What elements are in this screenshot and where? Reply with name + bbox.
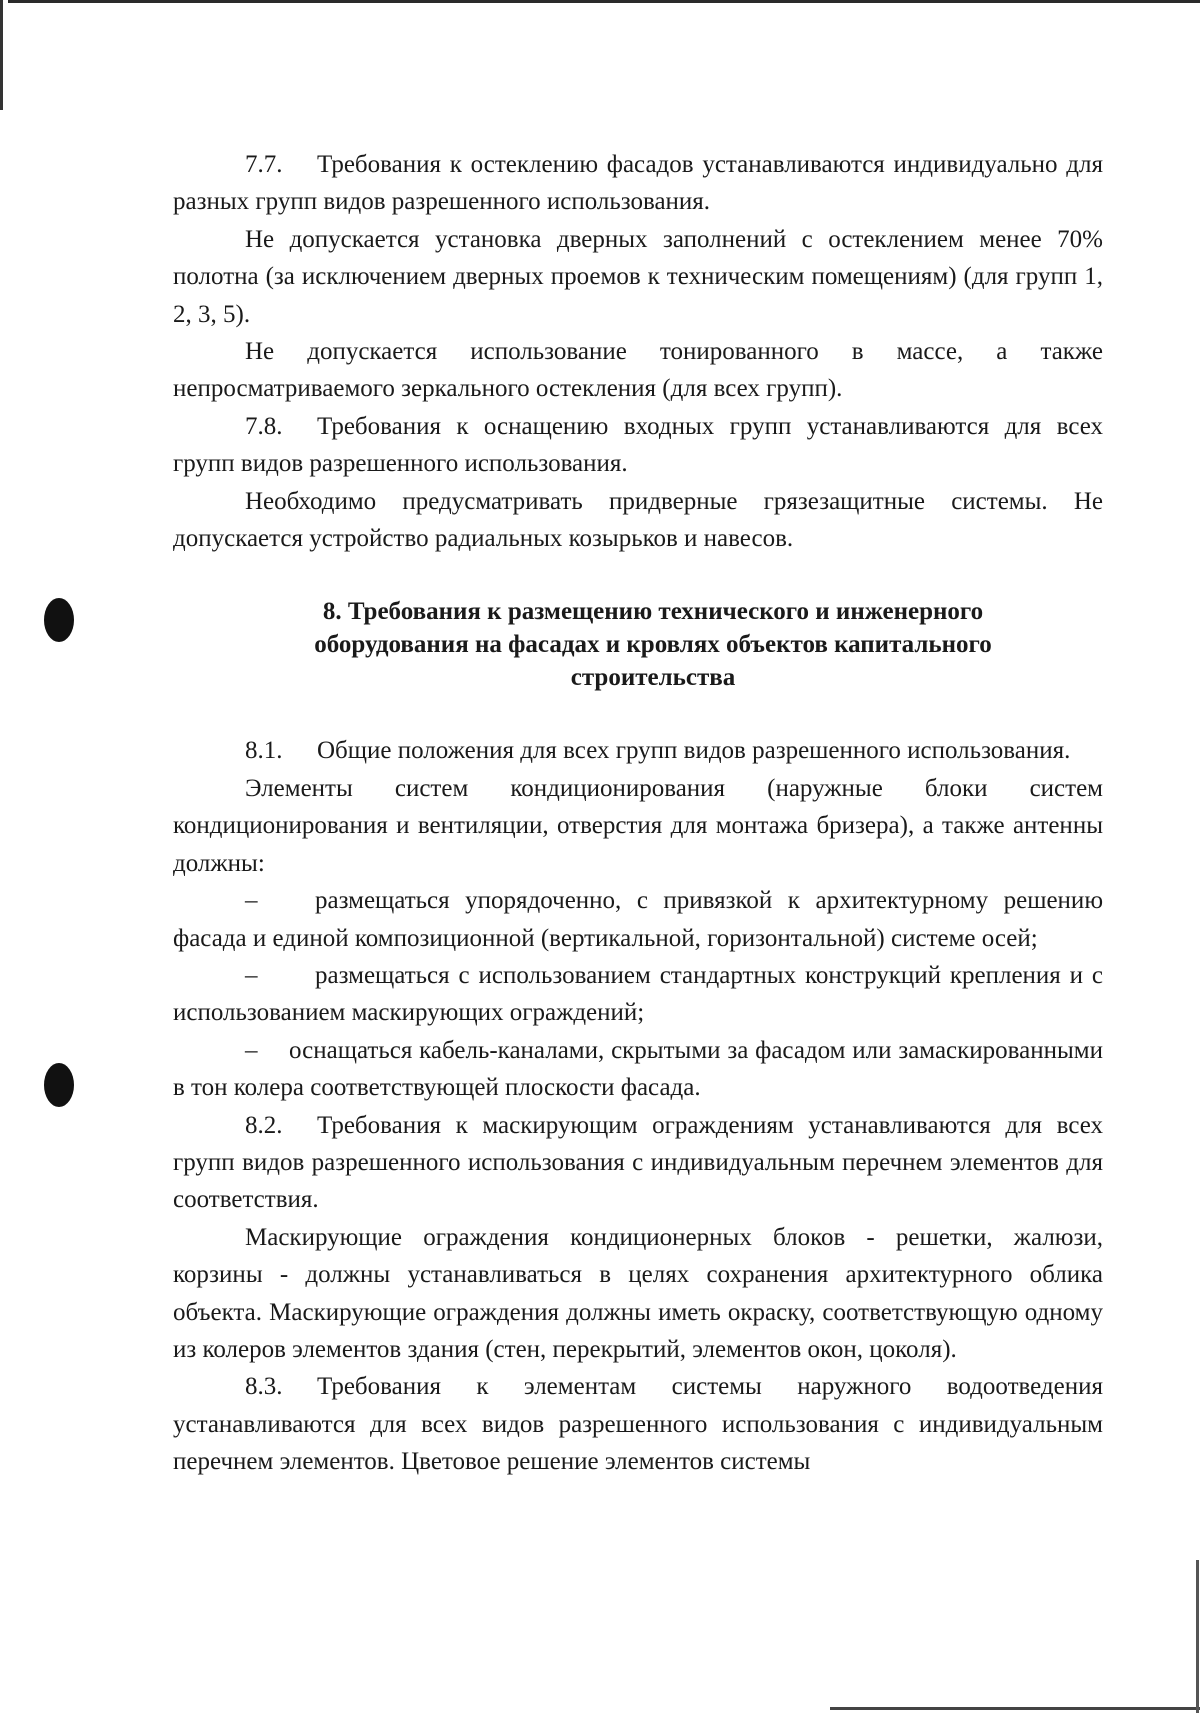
list-item-text: размещаться с использованием стандартных конструкций крепления и с использованием маскирующих ограждений; xyxy=(173,961,1103,1027)
list-item xyxy=(173,882,1103,957)
paragraph-number: 7.7. xyxy=(245,151,283,178)
paragraph-text: Маскирующие ограждения кондиционерных блоков - решетки, жалюзи, корзины - должны устанавливаться в целях сохранения архитектурного облика объекта. Маскирующие ограждения должны иметь окраску, соответствующую одному из колеров элементов здания (стен, перекрытий, элементов окон, цоколя). xyxy=(173,1223,1103,1363)
paragraph-8-3 xyxy=(173,1368,1103,1480)
list-item-text: размещаться упорядоченно, с привязкой к архитектурному решению фасада и единой композиционной (вертикальной, горизонтальной) системе осей; xyxy=(173,887,1103,952)
list-dash: – xyxy=(245,887,258,915)
paragraph xyxy=(173,333,1103,408)
paragraph xyxy=(173,770,1103,882)
paragraph-8-1 xyxy=(173,732,1103,769)
punch-hole xyxy=(44,1063,74,1107)
scan-edge-right xyxy=(1196,1560,1199,1713)
scan-edge-top xyxy=(8,0,1200,3)
paragraph xyxy=(173,1219,1103,1369)
paragraph-number: 8.1. xyxy=(245,737,283,765)
paragraph-number: 8.2. xyxy=(245,1111,283,1139)
scan-edge-left xyxy=(0,0,3,110)
list-item xyxy=(173,957,1103,1032)
list-dash: – xyxy=(245,961,258,989)
paragraph-number: 7.8. xyxy=(245,412,283,440)
paragraph-7-8 xyxy=(173,408,1103,483)
paragraph-7-7 xyxy=(173,146,1103,221)
paragraph-text: Не допускается установка дверных заполнений с остеклением менее 70% полотна (за исключением дверных проемов к техническим помещениям) (для групп 1, 2, 3, 5). xyxy=(173,225,1103,328)
paragraph-text: Общие положения для всех групп видов разрешенного использования. xyxy=(317,737,1071,765)
paragraph-text: Требования к маскирующим ограждениям устанавливаются для всех групп видов разрешенного использования с индивидуальным перечнем элементов для соответствия. xyxy=(173,1111,1103,1214)
document-body xyxy=(173,146,1103,1481)
list-item-text: оснащаться кабель-каналами, скрытыми за фасадом или замаскированными в тон колера соответствующей плоскости фасада. xyxy=(173,1036,1103,1102)
paragraph-text: Требования к оснащению входных групп устанавливаются для всех групп видов разрешенного использования. xyxy=(173,412,1103,478)
paragraph-text: Требования к элементам системы наружного водоотведения устанавливаются для всех видов разрешенного использования с индивидуальным перечнем элементов. Цветовое решение элементов системы xyxy=(173,1373,1103,1476)
paragraph-8-2 xyxy=(173,1107,1103,1219)
paragraph-text: Элементы систем кондиционирования (наружные блоки систем кондиционирования и вентиляции, отверстия для монтажа бризера), а также антенны должны: xyxy=(173,774,1103,877)
paragraph-text: Требования к остеклению фасадов устанавливаются индивидуально для разных групп видов разрешенного использования. xyxy=(173,151,1103,216)
paragraph xyxy=(173,221,1103,333)
paragraph-text: Необходимо предусматривать придверные грязезащитные системы. Не допускается устройство радиальных козырьков и навесов. xyxy=(173,487,1103,553)
paragraph-number: 8.3. xyxy=(245,1373,283,1401)
paragraph-text: Не допускается использование тонированного в массе, а также непросматриваемого зеркального остекления (для всех групп). xyxy=(173,338,1103,403)
section-title: 8. Требования к размещению технического и инженерного оборудования на фасадах и кровлях объектов капитального строительства xyxy=(314,598,992,692)
punch-hole xyxy=(44,598,74,642)
list-item xyxy=(173,1032,1103,1107)
list-dash: – xyxy=(245,1036,258,1064)
paragraph xyxy=(173,483,1103,558)
scan-edge-bottom xyxy=(830,1707,1200,1710)
